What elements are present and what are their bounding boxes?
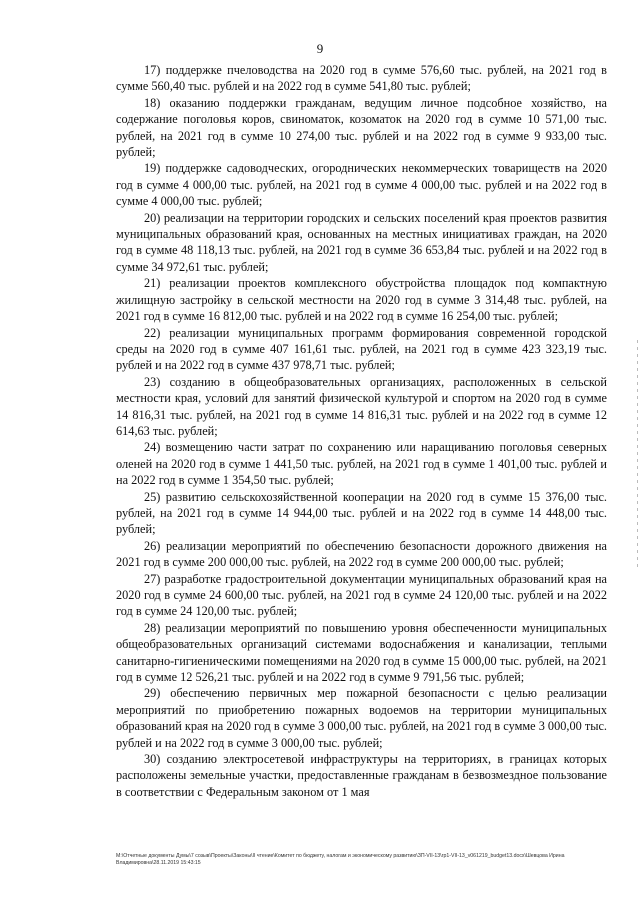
file-path-footer: M:\Отчетные документы Думы\7 созыв\Проекты\Законы\II чтение\Комитет по бюджету, налогам и экономическому развитию\ЗП-VII-13\гр1-VII-13_v061219_budget13.docx\Шевцова Ирина Владимировна\28.11.2019 15:43:15 xyxy=(116,853,565,866)
paragraph-19: 19) поддержке садоводческих, огороднических некоммерческих товариществ на 2020 год в сумме 4 000,00 тыс. рублей, на 2021 год в сумме 4 000,00 тыс. рублей и на 2022 год в сумме 4 000,00 тыс. рублей; xyxy=(116,161,607,209)
paragraph-18: 18) оказанию поддержки гражданам, ведущим личное подсобное хозяйство, на содержание поголовья коров, свиноматок, козоматок на 2020 год в сумме 10 571,00 тыс. рублей, на 2021 год в сумме 10 274,00 тыс. рублей и на 2022 год в сумме 9 933,00 тыс. рублей; xyxy=(116,95,607,160)
scan-edge-mark xyxy=(637,340,638,570)
paragraph-17: 17) поддержке пчеловодства на 2020 год в сумме 576,60 тыс. рублей, на 2021 год в сумме 560,40 тыс. рублей и на 2022 год в сумме 541,80 тыс. рублей; xyxy=(116,63,607,94)
paragraph-29: 29) обеспечению первичных мер пожарной безопасности с целью реализации мероприятий по приобретению пожарных водоемов на территории муниципальных образований края на 2020 год в сумме 3 000,00 тыс. рублей, на 2021 год в сумме 3 000,00 тыс. рублей и на 2022 год в сумме 3 000,00 тыс. рублей; xyxy=(116,686,607,750)
paragraph-25: 25) развитию сельскохозяйственной кооперации на 2020 год в сумме 15 376,00 тыс. рублей, на 2021 год в сумме 14 944,00 тыс. рублей и на 2022 год в сумме 14 448,00 тыс. рублей; xyxy=(116,489,607,537)
paragraph-24: 24) возмещению части затрат по сохранению или наращиванию поголовья северных оленей на 2020 год в сумме 1 441,50 тыс. рублей, на 2021 год в сумме 1 401,00 тыс. рублей и на 2022 год в сумме 1 354,50 тыс. рублей; xyxy=(116,440,607,488)
paragraph-23: 23) созданию в общеобразовательных организациях, расположенных в сельской местности края, условий для занятий физической культурой и спортом на 2020 год в сумме 14 816,31 тыс. рублей, на 2021 год в сумме 14 816,31 тыс. рублей и на 2022 год в сумме 12 614,63 тыс. рублей; xyxy=(116,374,607,438)
paragraph-22: 22) реализации муниципальных программ формирования современной городской среды на 2020 год в сумме 407 161,61 тыс. рублей, на 2021 год в сумме 423 323,19 тыс. рублей и на 2022 год в сумме 437 978,71 тыс. рублей; xyxy=(116,325,607,373)
paragraph-30: 30) созданию электросетевой инфраструктуры на территориях, в границах которых расположены земельные участки, предоставленные гражданам в безвозмездное пользование в соответствии с Федеральным законом от 1 мая xyxy=(116,752,607,799)
page-number: 9 xyxy=(316,41,324,56)
paragraph-20: 20) реализации на территории городских и сельских поселений края проектов развития муниципальных образований края, основанных на местных инициативах граждан, на 2020 год в сумме 48 118,13 тыс. рублей, на 2021 год в сумме 36 653,84 тыс. рублей и на 2022 год в сумме 34 972,61 тыс. рублей; xyxy=(116,210,607,274)
paragraph-21: 21) реализации проектов комплексного обустройства площадок под компактную жилищную застройку в сельской местности на 2020 год в сумме 3 314,48 тыс. рублей, на 2021 год в сумме 16 812,00 тыс. рублей и на 2022 год в сумме 16 254,00 тыс. рублей; xyxy=(116,276,607,324)
document-body xyxy=(116,62,607,800)
paragraph-28: 28) реализации мероприятий по повышению уровня обеспеченности муниципальных общеобразовательных организаций системами водоснабжения и канализации, теплыми санитарно-гигиеническими помещениями на 2020 год в сумме 15 000,00 тыс. рублей, на 2021 год в сумме 12 526,21 тыс. рублей и на 2022 год в сумме 9 791,56 тыс. рублей; xyxy=(116,620,607,685)
paragraph-26: 26) реализации мероприятий по обеспечению безопасности дорожного движения на 2021 год в сумме 200 000,00 тыс. рублей, на 2022 год в сумме 200 000,00 тыс. рублей; xyxy=(116,538,607,570)
paragraph-27: 27) разработке градостроительной документации муниципальных образований края на 2020 год в сумме 24 600,00 тыс. рублей, на 2021 год в сумме 24 120,00 тыс. рублей и на 2022 год в сумме 24 120,00 тыс. рублей; xyxy=(116,571,607,619)
